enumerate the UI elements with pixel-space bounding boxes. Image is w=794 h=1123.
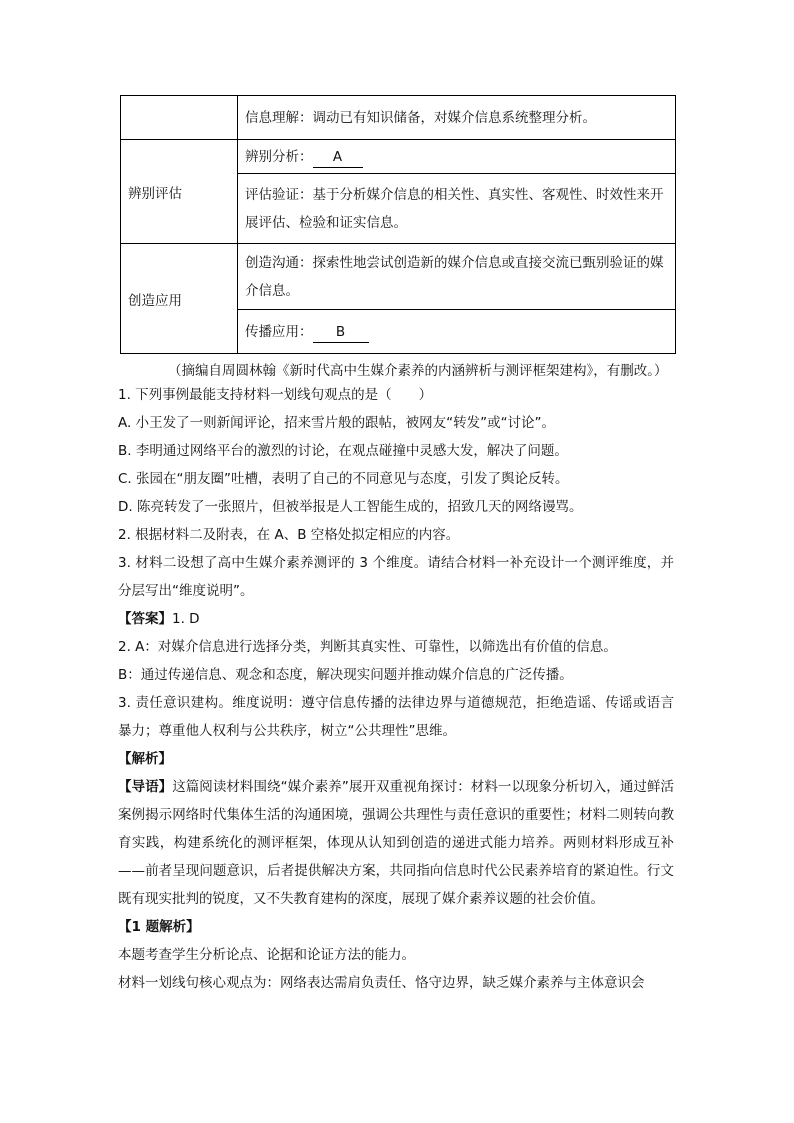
question-1-analysis-intro: 本题考查学生分析论点、论据和论证方法的能力。 [118, 947, 415, 963]
question-and-answer-body [118, 381, 674, 997]
table-row [121, 140, 676, 174]
question-3: 3. 材料二设想了高中生媒介素养测评的 3 个维度。请结合材料一补充设计一个测评维度，并分层写出“维度说明”。 [118, 555, 674, 599]
answer-line [118, 605, 674, 633]
description-cell: 评估验证：基于分析媒介信息的相关性、真实性、客观性、时效性来开展评估、检验和证实信息。 [238, 174, 676, 244]
question-1-analysis-heading: 【1 题解析】 [118, 919, 200, 935]
guide-text: 这篇阅读材料围绕“媒介素养”展开双重视角探讨：材料一以现象分析切入，通过鲜活案例揭示网络时代集体生活的沟通困境，强调公共理性与责任意识的重要性；材料二则转向教育实践，构建系统化的测评框架，体现从认知到创造的递进式能力培养。两则材料形成互补——前者呈现问题意识，后者提供解决方案，共同指向信息时代公民素养培育的紧迫性。行文既有现实批判的锐度，又不失教育建构的深度，展现了媒介素养议题的社会价值。 [118, 779, 674, 907]
answer-3: 3. 责任意识建构。维度说明：遵守信息传播的法律边界与道德规范，拒绝造谣、传谣或语言暴力；尊重他人权利与公共秩序，树立“公共理性”思维。 [118, 695, 674, 739]
answer-heading: 【答案】 [118, 611, 172, 627]
option-d: D. 陈亮转发了一张照片，但被举报是人工智能生成的，招致几天的网络谩骂。 [118, 499, 583, 515]
answer-blank-b: B [313, 322, 369, 343]
evaluation-framework-table [120, 95, 676, 354]
answer-blank-a: A [313, 147, 363, 168]
answer-1: 1. D [172, 611, 200, 627]
dimension-cell: 辨别评估 [121, 140, 238, 244]
option-b: B. 李明通过网络平台的激烈的讨论，在观点碰撞中灵感大发，解决了问题。 [118, 443, 568, 459]
table-row [121, 96, 676, 140]
dimension-cell: 创造应用 [121, 244, 238, 354]
question-2: 2. 根据材料二及附表，在 A、B 空格处拟定相应的内容。 [118, 527, 460, 543]
description-cell: 信息理解：调动已有知识储备，对媒介信息系统整理分析。 [238, 96, 676, 140]
dimension-cell-empty [121, 96, 238, 140]
description-cell [238, 140, 676, 174]
description-cell: 创造沟通：探索性地尝试创造新的媒介信息或直接交流已甄别验证的媒介信息。 [238, 244, 676, 310]
analysis-heading: 【解析】 [118, 751, 172, 767]
guide-paragraph [118, 773, 674, 913]
guide-heading: 【导语】 [118, 779, 173, 795]
description-label: 传播应用： [245, 323, 313, 340]
description-cell [238, 310, 676, 354]
table-row [121, 244, 676, 310]
question-1: 1. 下列事例最能支持材料一划线句观点的是（ ） [118, 387, 433, 403]
answer-2a: 2. A：对媒介信息进行选择分类，判断其真实性、可靠性，以筛选出有价值的信息。 [118, 639, 617, 655]
source-citation: （摘编自周圆林翰《新时代高中生媒介素养的内涵辨析与测评框架建构》，有删改。） [168, 363, 668, 379]
question-1-analysis-core: 材料一划线句核心观点为：网络表达需肩负责任、恪守边界，缺乏媒介素养与主体意识会 [118, 975, 645, 991]
description-label: 辨别分析： [245, 148, 313, 165]
answer-2b: B：通过传递信息、观念和态度，解决现实问题并推动媒介信息的广泛传播。 [118, 667, 573, 683]
option-c: C. 张园在“朋友圈”吐槽，表明了自己的不同意见与态度，引发了舆论反转。 [118, 471, 569, 487]
option-a: A. 小王发了一则新闻评论，招来雪片般的跟帖，被网友“转发”或“讨论”。 [118, 415, 556, 431]
